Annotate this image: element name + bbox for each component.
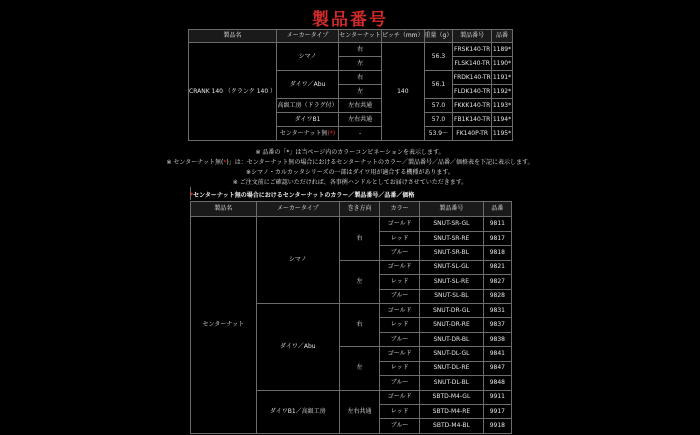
nut-type: 左右共通 (339, 113, 382, 127)
maker-label: センターナット無 (279, 129, 328, 137)
color: ゴールド (380, 217, 420, 231)
color: ブルー (380, 246, 420, 260)
product-code: SBTD-M4-RE (420, 405, 484, 419)
item-number: 9831 (483, 303, 511, 317)
item-number: 9848 (483, 376, 511, 390)
note-line (0, 168, 700, 178)
item-number: 9917 (483, 405, 511, 419)
table-caption (190, 190, 414, 199)
product-table (188, 29, 513, 141)
header-cell: 巻き方向 (340, 202, 380, 217)
product-code: SNUT-SL-RE (420, 275, 484, 289)
product-code: SNUT-DL-BL (420, 376, 484, 390)
header-cell: 製品名 (191, 202, 257, 217)
item-number: 9821 (483, 260, 511, 274)
item-number: 9818 (483, 246, 511, 260)
direction: 右 (340, 303, 380, 346)
note-text: ※シマノ・カルカッタシリーズの一部はダイワ用が適合する機種があります。 (246, 169, 454, 176)
item-number: 1195* (491, 127, 512, 141)
color: ゴールド (380, 347, 420, 361)
direction: 左 (340, 260, 380, 303)
weight-value: 57.0 (424, 99, 453, 113)
maker-type: シマノ (256, 217, 339, 304)
weight-value: 56.1 (424, 71, 453, 99)
table-row (189, 43, 513, 57)
header-cell: メーカータイプ (256, 202, 339, 217)
header-cell: メーカータイプ (277, 30, 339, 43)
asterisk-mark: * (190, 192, 194, 199)
weight-value: 57.0 (424, 113, 453, 127)
header-cell: カラー (380, 202, 420, 217)
header-cell: 製品番号 (420, 202, 484, 217)
header-cell: 製品名 (189, 30, 277, 43)
header-cell: センターナット (339, 30, 382, 43)
header-cell: 品番 (483, 202, 511, 217)
item-number: 9837 (483, 318, 511, 332)
product-code: SNUT-DR-RE (420, 318, 484, 332)
direction: 右 (340, 217, 380, 260)
note-line (0, 158, 700, 168)
item-number: 9847 (483, 361, 511, 375)
table-header-row (189, 30, 513, 43)
product-code: FRDK140-TR (453, 71, 492, 85)
maker-type: ダイワB1 (277, 113, 339, 127)
product-code: FK140P-TR (453, 127, 492, 141)
item-number: 1193* (491, 99, 512, 113)
color: レッド (380, 405, 420, 419)
note-text: )」は：センターナット無の場合におけるセンターナットのカラー／製品番号／品番／価格表を下記に表示します。 (226, 159, 534, 166)
product-code: SNUT-DL-GL (420, 347, 484, 361)
maker-type: ダイワ／Abu (277, 71, 339, 99)
maker-type: 高級工房（ドラグ付） (277, 99, 339, 113)
weight-value: 53.9〜 (424, 127, 453, 141)
item-number: 9838 (483, 332, 511, 346)
note-line (0, 148, 700, 158)
header-cell: 品番 (491, 30, 512, 43)
note-text: ※ 品番の「*」は当ページ内のカラーコンビネーションを表示します。 (255, 149, 445, 156)
pitch-value: 140 (382, 43, 424, 141)
color: レッド (380, 318, 420, 332)
maker-type: ダイワ／Abu (256, 303, 339, 390)
item-number: 1191* (491, 71, 512, 85)
color: ブルー (380, 419, 420, 434)
direction: 左右共通 (340, 390, 380, 433)
item-number: 9827 (483, 275, 511, 289)
asterisk-mark: (*) (327, 129, 336, 137)
product-code: SBTD-M4-GL (420, 390, 484, 404)
nut-type: 左右共通 (339, 99, 382, 113)
color: ブルー (380, 332, 420, 346)
product-code: FRSK140-TR (453, 43, 492, 57)
product-code: FKKK140-TR (453, 99, 492, 113)
item-number: 1194* (491, 113, 512, 127)
color: ブルー (380, 376, 420, 390)
color: レッド (380, 275, 420, 289)
item-number: 9817 (483, 231, 511, 245)
header-cell: ピッチ（mm） (382, 30, 424, 43)
maker-type: ダイワB1／高級工房 (256, 390, 339, 433)
product-code: SNUT-DR-BL (420, 332, 484, 346)
color: ゴールド (380, 260, 420, 274)
product-code: SNUT-SL-GL (420, 260, 484, 274)
item-number: 1190* (491, 57, 512, 71)
notes (0, 148, 700, 188)
color: ゴールド (380, 390, 420, 404)
product-code: FLDK140-TR (453, 85, 492, 99)
table-row (191, 217, 512, 231)
product-code: FB1K140-TR (453, 113, 492, 127)
asterisk-mark: * (223, 159, 227, 166)
item-number: 9828 (483, 289, 511, 303)
product-name: センターナット (191, 217, 257, 434)
product-code: FLSK140-TR (453, 57, 492, 71)
color: ブルー (380, 289, 420, 303)
header-cell: 重量（g） (424, 30, 453, 43)
item-number: 1192* (491, 85, 512, 99)
product-code: SBTD-M4-BL (420, 419, 484, 434)
note-text: ※ センターナット無( (166, 159, 224, 166)
product-code: SNUT-SR-BL (420, 246, 484, 260)
item-number: 9811 (483, 217, 511, 231)
nut-type: - (339, 127, 382, 141)
caption-text: センターナット無の場合におけるセンターナットのカラー／製品番号／品番／価格 (193, 192, 415, 199)
item-number: 9841 (483, 347, 511, 361)
page-title: 製品番号 (312, 10, 388, 30)
table-header-row (191, 202, 512, 217)
nut-type: 右 (339, 43, 382, 57)
item-number: 9918 (483, 419, 511, 434)
product-name: CRANK 140 （クランク 140 ） (189, 43, 277, 141)
center-nut-table (190, 201, 512, 434)
note-text: ※ ご注文前にご確認いただければ、各事例ハンドルとしてお届けさせていただきます。 (232, 179, 468, 186)
maker-type: シマノ (277, 43, 339, 71)
color: レッド (380, 361, 420, 375)
header-cell: 製品番号 (453, 30, 492, 43)
direction: 左 (340, 347, 380, 390)
product-code: SNUT-DR-GL (420, 303, 484, 317)
product-code: SNUT-DL-RE (420, 361, 484, 375)
product-code: SNUT-SR-RE (420, 231, 484, 245)
product-code: SNUT-SR-GL (420, 217, 484, 231)
weight-value: 56.3 (424, 43, 453, 71)
color: レッド (380, 231, 420, 245)
maker-type (277, 127, 339, 141)
item-number: 1189* (491, 43, 512, 57)
nut-type: 左 (339, 57, 382, 71)
nut-type: 右 (339, 71, 382, 85)
color: ゴールド (380, 303, 420, 317)
nut-type: 左 (339, 85, 382, 99)
product-code: SNUT-SL-BL (420, 289, 484, 303)
item-number: 9911 (483, 390, 511, 404)
